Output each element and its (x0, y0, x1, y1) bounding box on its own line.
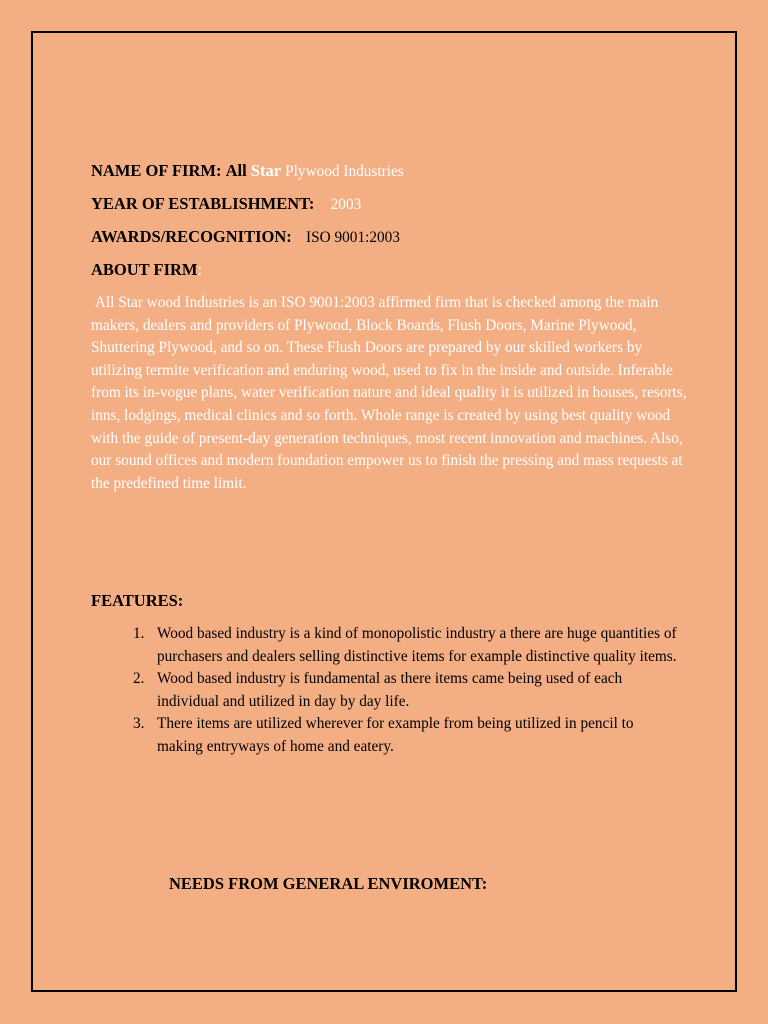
about-text: All Star wood Industries is an ISO 9001:2003 affirmed firm that is checked among the main makers, dealers and providers of Plywood, Block Boards, Flush Doors, Marine Plywood, Shuttering Plywood, and so on. These Flush Doors are prepared by our skilled workers by utilizing termite verification and enduring wood, used to fix in the inside and outside. Inferable from its in-vogue plans, water verification nature and ideal quality it is utilized in houses, resorts, inns, lodgings, medical clinics and so forth. Whole range is created by using best quality wood with the guide of present-day generation techniques, most recent innovation and machines. Also, our sound offices and modern foundation empower us to finish the pressing and mass requests at the predefined time limit. (91, 294, 687, 492)
list-item-text: There items are utilized wherever for example from being utilized in pencil to making entryways of home and eatery. (157, 715, 634, 755)
needs-heading: NEEDS FROM GENERAL ENVIROMENT: (169, 874, 488, 893)
list-item-text: Wood based industry is fundamental as there items came being used of each individual and utilized in day by day life. (157, 670, 623, 710)
firm-name-part3: Plywood Industries (285, 163, 404, 180)
list-item-number: 3. (133, 715, 145, 733)
awards-label: AWARDS/RECOGNITION: (91, 227, 292, 246)
firm-name-label: NAME OF FIRM: (91, 161, 222, 180)
about-label: ABOUT FIRM (91, 260, 198, 279)
year-row (91, 194, 361, 215)
firm-name-part1: All (225, 161, 247, 180)
year-value: 2003 (330, 196, 362, 213)
firm-name-part2: Star (250, 161, 282, 180)
features-heading: FEATURES: (91, 591, 184, 610)
firm-name-row (91, 161, 404, 182)
awards-row (91, 227, 400, 248)
about-paragraph (91, 292, 691, 495)
features-list (133, 623, 678, 759)
list-item (133, 623, 678, 668)
list-item-number: 1. (133, 625, 145, 642)
awards-value: ISO 9001:2003 (306, 229, 400, 246)
list-item-number: 2. (133, 670, 145, 688)
list-item-text: Wood based industry is a kind of monopolistic industry a there are huge quantities of purchasers and dealers selling distinctive items for example distinctive quality items. (157, 625, 677, 665)
year-label: YEAR OF ESTABLISHMENT: (91, 194, 315, 213)
about-heading-row (91, 260, 202, 280)
list-item (133, 713, 678, 758)
list-item (133, 668, 678, 713)
about-colon: : (197, 260, 203, 279)
